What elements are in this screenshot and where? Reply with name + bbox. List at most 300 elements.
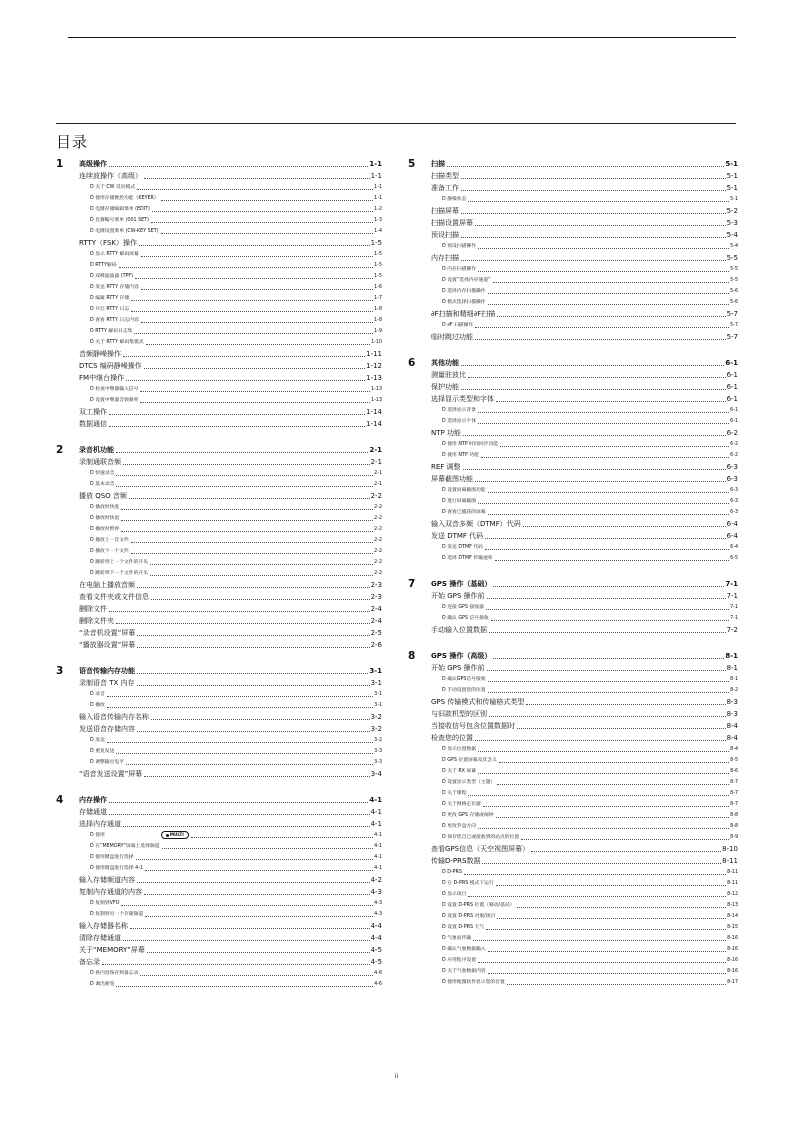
toc-entry[interactable] <box>408 732 738 744</box>
entry-title: 其他功能 <box>431 359 459 367</box>
entry-title: D RTTY解码 <box>90 263 117 268</box>
toc-subentry[interactable] <box>408 766 738 777</box>
dot-leader <box>517 727 726 729</box>
entry-title: 与旧款机型的区别 <box>431 710 487 718</box>
toc-subentry[interactable] <box>56 260 382 271</box>
toc-entry[interactable] <box>408 308 738 320</box>
entry-page: 6-4 <box>730 545 738 550</box>
dot-leader <box>495 559 730 561</box>
entry-page: 8-11 <box>727 881 738 886</box>
toc-subentry[interactable] <box>408 439 738 450</box>
toc-entry[interactable] <box>56 360 382 372</box>
entry-page: 1-10 <box>371 340 382 345</box>
toc-subentry[interactable] <box>56 830 382 841</box>
entry-title: D 更改罗盘方向 <box>442 824 477 829</box>
dot-leader <box>488 950 727 952</box>
entry-page: 3-1 <box>369 667 382 675</box>
toc-entry[interactable] <box>56 603 382 615</box>
toc-subentry[interactable] <box>56 700 382 711</box>
dot-leader <box>461 259 726 261</box>
toc-subentry[interactable] <box>56 979 382 990</box>
toc-entry[interactable] <box>408 843 738 855</box>
toc-entry[interactable] <box>408 696 738 708</box>
toc-subentry[interactable] <box>408 878 738 889</box>
entry-title: 录制语音 TX 内存 <box>79 679 135 687</box>
toc-subentry[interactable] <box>408 286 738 297</box>
entry-title: D 显示项目 <box>442 892 467 897</box>
dot-leader <box>497 917 726 919</box>
toc-subentry[interactable] <box>56 193 382 204</box>
entry-title: D D-PRS <box>442 870 462 875</box>
toc-subentry[interactable] <box>408 613 738 624</box>
toc-subentry[interactable] <box>408 320 738 331</box>
dot-leader <box>147 951 370 953</box>
toc-subentry[interactable] <box>408 685 738 696</box>
toc-entry[interactable] <box>56 768 382 780</box>
entry-page: 6-5 <box>730 556 738 561</box>
toc-subentry[interactable] <box>56 689 382 700</box>
entry-page: 8-17 <box>727 980 738 985</box>
entry-title: 语音传输内存功能 <box>79 667 135 675</box>
toc-entry[interactable] <box>56 886 382 898</box>
toc-subentry[interactable] <box>56 898 382 909</box>
toc-subentry[interactable] <box>408 799 738 810</box>
entry-title: D 使用 MULTI <box>90 830 189 841</box>
dot-leader <box>487 669 726 671</box>
chapter-heading[interactable] <box>56 665 382 677</box>
entry-page: 8-12 <box>727 892 738 897</box>
toc-entry[interactable] <box>408 393 738 405</box>
chapter-heading[interactable] <box>408 158 738 170</box>
dot-leader <box>488 972 727 974</box>
toc-subentry[interactable] <box>408 553 738 564</box>
toc-subentry[interactable] <box>56 384 382 395</box>
entry-page: 1-14 <box>366 420 382 428</box>
entry-page: 4-1 <box>374 844 382 849</box>
toc-subentry[interactable] <box>56 215 382 226</box>
toc-entry[interactable] <box>408 624 738 636</box>
chapter-5 <box>408 158 738 343</box>
toc-entry[interactable] <box>408 720 738 732</box>
toc-subentry[interactable] <box>56 841 382 852</box>
dot-leader <box>144 367 365 369</box>
entry-title: D 确认气象数据输入 <box>442 947 486 952</box>
toc-entry[interactable] <box>56 170 382 182</box>
dot-leader <box>116 985 373 987</box>
toc-entry[interactable] <box>56 944 382 956</box>
toc-subentry[interactable] <box>56 468 382 479</box>
toc-subentry[interactable] <box>408 485 738 496</box>
toc-subentry[interactable] <box>56 502 382 513</box>
toc-entry[interactable] <box>408 381 738 393</box>
toc-subentry[interactable] <box>408 275 738 286</box>
entry-title: D 设置“选择内存通道” <box>442 278 491 283</box>
toc-subentry[interactable] <box>56 968 382 979</box>
dot-leader <box>478 422 729 424</box>
dot-leader <box>461 212 726 214</box>
toc-entry[interactable] <box>56 956 382 968</box>
toc-entry[interactable] <box>408 182 738 194</box>
toc-subentry[interactable] <box>408 264 738 275</box>
toc-entry[interactable] <box>56 591 382 603</box>
toc-subentry[interactable] <box>408 602 738 613</box>
entry-title: 清除存储通道 <box>79 934 121 942</box>
dot-leader <box>461 388 726 390</box>
toc-subentry[interactable] <box>408 867 738 878</box>
entry-title: D 编辑 RTTY 存储 <box>90 296 130 301</box>
entry-page: 2-2 <box>374 505 382 510</box>
toc-subentry[interactable] <box>56 746 382 757</box>
toc-subentry[interactable] <box>56 735 382 746</box>
entry-page: 8-16 <box>727 947 738 952</box>
dot-leader <box>461 189 726 191</box>
entry-page: 2-1 <box>374 482 382 487</box>
multi-dial-key-icon: MULTI <box>161 831 189 839</box>
toc-entry[interactable] <box>408 461 738 473</box>
toc-subentry[interactable] <box>408 922 738 933</box>
toc-entry[interactable] <box>408 427 738 439</box>
toc-entry[interactable] <box>56 406 382 418</box>
entry-page: 4-6 <box>374 971 382 976</box>
entry-page: 8-7 <box>730 780 738 785</box>
toc-subentry[interactable] <box>56 757 382 768</box>
dot-leader <box>150 574 373 576</box>
dot-leader <box>526 703 725 705</box>
toc-subentry[interactable] <box>56 249 382 260</box>
toc-subentry[interactable] <box>408 977 738 988</box>
toc-entry[interactable] <box>408 229 738 241</box>
dot-leader <box>461 177 726 179</box>
toc-subentry[interactable] <box>408 297 738 308</box>
entry-title: D 播放 <box>90 703 105 708</box>
toc-entry[interactable] <box>56 639 382 651</box>
entry-page: 5-5 <box>730 267 738 272</box>
entry-page: 3-2 <box>370 725 382 733</box>
dot-leader <box>135 277 373 279</box>
dot-leader <box>478 827 729 829</box>
toc-subentry[interactable] <box>408 966 738 977</box>
toc-entry[interactable] <box>56 711 382 723</box>
dot-leader <box>123 825 370 827</box>
entry-title: D 关于课程 <box>442 791 467 796</box>
entry-page: 4-5 <box>370 946 382 954</box>
toc-entry[interactable] <box>408 473 738 485</box>
entry-title: D 比赛编号菜单 (001 SET) <box>90 218 149 223</box>
toc-entry[interactable] <box>408 331 738 343</box>
toc-subentry[interactable] <box>408 755 738 766</box>
entry-page: 3-1 <box>374 692 382 697</box>
toc-subentry[interactable] <box>56 304 382 315</box>
toc-subentry[interactable] <box>56 863 382 874</box>
entry-title: 预设扫描 <box>431 231 459 239</box>
entry-page: 5-7 <box>726 310 738 318</box>
toc-subentry[interactable] <box>56 204 382 215</box>
entry-page: 1-8 <box>374 307 382 312</box>
toc-subentry[interactable] <box>408 496 738 507</box>
toc-subentry[interactable] <box>56 524 382 535</box>
toc-entry[interactable] <box>408 205 738 217</box>
entry-title: 屏幕截图功能 <box>431 475 473 483</box>
toc-subentry[interactable] <box>56 271 382 282</box>
toc-entry[interactable] <box>408 530 738 542</box>
toc-subentry[interactable] <box>56 282 382 293</box>
entry-title: D 进行屏幕截图 <box>442 499 477 504</box>
entry-title: D 使用存储键控功能（KEYER） <box>90 196 159 201</box>
chapter-2 <box>56 444 382 651</box>
toc-subentry[interactable] <box>408 955 738 966</box>
toc-subentry[interactable] <box>56 479 382 490</box>
entry-title: D 查看 RTTY 日志内容 <box>90 318 139 323</box>
dot-leader <box>485 537 725 539</box>
dot-leader <box>461 236 726 238</box>
toc-subentry[interactable] <box>56 226 382 237</box>
toc-entry[interactable] <box>56 677 382 689</box>
toc-entry[interactable] <box>56 920 382 932</box>
dot-leader <box>141 255 373 257</box>
dot-leader <box>482 862 721 864</box>
entry-page: 4-2 <box>370 876 382 884</box>
entry-title: 临时跳过功能 <box>431 333 473 341</box>
entry-page: 5-1 <box>726 172 738 180</box>
entry-page: 2-2 <box>374 527 382 532</box>
entry-page: 1-14 <box>366 408 382 416</box>
toc-subentry[interactable] <box>408 933 738 944</box>
entry-title: 输入双音多频（DTMF）代码 <box>431 520 521 528</box>
entry-page: 5-5 <box>730 278 738 283</box>
entry-page: 6-1 <box>726 371 738 379</box>
toc-entry[interactable] <box>56 490 382 502</box>
toc-entry[interactable] <box>56 615 382 627</box>
toc-subentry[interactable] <box>56 568 382 579</box>
entry-title: “播放器设置”屏幕 <box>79 641 136 649</box>
toc-subentry[interactable] <box>408 777 738 788</box>
toc-entry[interactable] <box>56 723 382 735</box>
dot-leader <box>102 963 370 965</box>
entry-page: 4-1 <box>370 820 382 828</box>
entry-page: 2-1 <box>374 471 382 476</box>
entry-page: 8-16 <box>727 936 738 941</box>
toc-subentry[interactable] <box>408 744 738 755</box>
chapter-heading[interactable] <box>408 650 738 662</box>
dot-leader <box>129 497 370 499</box>
entry-page: 8-16 <box>727 958 738 963</box>
entry-page: 1-5 <box>374 263 382 268</box>
entry-title: 选择显示类型和字体 <box>431 395 494 403</box>
entry-title: D 播放时快退 <box>90 516 120 521</box>
chapter-heading[interactable] <box>56 444 382 456</box>
dot-leader <box>140 401 370 403</box>
toc-subentry[interactable] <box>56 546 382 557</box>
toc-entry[interactable] <box>408 590 738 602</box>
toc-entry[interactable] <box>56 932 382 944</box>
entry-title: D 电键存储编辑菜单 (EDIT) <box>90 207 150 212</box>
entry-title: D 保存您自己或接收到的站点的位置 <box>442 835 520 840</box>
toc-entry[interactable] <box>408 518 738 530</box>
toc-entry[interactable] <box>56 348 382 360</box>
entry-title: 删除文件 <box>79 605 107 613</box>
entry-page: 2-1 <box>369 446 382 454</box>
dot-leader <box>517 906 727 908</box>
toc-subentry[interactable] <box>408 911 738 922</box>
entry-title: REF 调整 <box>431 463 461 471</box>
toc-entry[interactable] <box>408 369 738 381</box>
dot-leader <box>140 974 373 976</box>
entry-page: 3-3 <box>374 760 382 765</box>
chapter-heading[interactable] <box>408 578 738 590</box>
entry-page: 8-9 <box>730 835 738 840</box>
entry-page: 5-2 <box>726 207 738 215</box>
entry-title: DTCS 编码静噪操作 <box>79 362 142 370</box>
entry-page: 7-2 <box>726 626 738 634</box>
entry-title: D 播放时暂停 <box>90 527 120 532</box>
toc-entry[interactable] <box>56 806 382 818</box>
dot-leader <box>109 165 368 167</box>
toc-subentry[interactable] <box>408 944 738 955</box>
dot-leader <box>497 783 729 785</box>
toc-subentry[interactable] <box>408 832 738 843</box>
toc-subentry[interactable] <box>56 909 382 920</box>
entry-page: 6-3 <box>730 510 738 515</box>
toc-entry[interactable] <box>56 418 382 430</box>
toc-entry[interactable] <box>408 708 738 720</box>
toc-entry[interactable] <box>56 456 382 468</box>
entry-title: D 应用程序设置 <box>442 958 477 963</box>
entry-title: D 设置 D-PRS 天气 <box>442 925 485 930</box>
dot-leader <box>488 491 730 493</box>
dot-leader <box>116 451 368 453</box>
entry-page: 1-13 <box>371 398 382 403</box>
entry-title: 存储通道 <box>79 808 107 816</box>
toc-entry[interactable] <box>56 372 382 384</box>
entry-title: 播放 QSO 音频 <box>79 492 127 500</box>
dot-leader <box>475 739 726 741</box>
dot-leader <box>109 610 370 612</box>
entry-title: D 复制到另一个存储频道 <box>90 912 144 917</box>
entry-page: 4-1 <box>370 808 382 816</box>
dot-leader <box>107 741 373 743</box>
entry-title: D 检查中继器输入信号 <box>90 387 139 392</box>
toc-subentry[interactable] <box>56 395 382 406</box>
dot-leader <box>130 927 370 929</box>
toc-entry[interactable] <box>56 237 382 249</box>
toc-subentry[interactable] <box>56 557 382 568</box>
toc-subentry[interactable] <box>408 889 738 900</box>
toc-subentry[interactable] <box>408 405 738 416</box>
toc-subentry[interactable] <box>56 852 382 863</box>
toc-subentry[interactable] <box>56 315 382 326</box>
toc-entry[interactable] <box>408 252 738 264</box>
chapter-heading[interactable] <box>56 158 382 170</box>
entry-page: 7-1 <box>725 580 738 588</box>
toc-entry[interactable] <box>56 627 382 639</box>
toc-entry[interactable] <box>408 662 738 674</box>
entry-title: 查看文件夹或文件信息 <box>79 593 149 601</box>
dot-leader <box>489 715 726 717</box>
toc-subentry[interactable] <box>56 182 382 193</box>
toc-entry[interactable] <box>408 170 738 182</box>
dot-leader <box>478 772 729 774</box>
entry-page: 8-7 <box>730 802 738 807</box>
dot-leader <box>109 413 365 415</box>
dot-leader <box>493 657 724 659</box>
dot-leader <box>523 525 726 527</box>
dot-leader <box>486 928 726 930</box>
toc-subentry[interactable] <box>408 810 738 821</box>
dot-leader <box>107 706 373 708</box>
toc-subentry[interactable] <box>408 416 738 427</box>
entry-page: 6-1 <box>726 395 738 403</box>
toc-subentry[interactable] <box>408 821 738 832</box>
toc-entry[interactable] <box>56 579 382 591</box>
entry-page: 4-4 <box>370 934 382 942</box>
entry-title: D 复制到VFO <box>90 901 120 906</box>
entry-title: 输入存储器名称 <box>79 922 128 930</box>
toc-subentry[interactable] <box>56 535 382 546</box>
chapter-heading[interactable] <box>56 794 382 806</box>
entry-page: 6-1 <box>726 383 738 391</box>
entry-page: 5-7 <box>730 323 738 328</box>
entry-page: 2-4 <box>370 617 382 625</box>
entry-page: 2-2 <box>374 571 382 576</box>
entry-title: D 播放时快进 <box>90 505 120 510</box>
toc-subentry[interactable] <box>56 293 382 304</box>
toc-entry[interactable] <box>408 217 738 229</box>
toc-subentry[interactable] <box>408 507 738 518</box>
dot-leader <box>496 400 726 402</box>
dot-leader <box>488 292 730 294</box>
dot-leader <box>144 775 369 777</box>
entry-title: D 快速录音 <box>90 471 115 476</box>
dot-leader <box>137 672 368 674</box>
toc-entry[interactable] <box>408 855 738 867</box>
entry-title: 高级操作 <box>79 160 107 168</box>
toc-entry[interactable] <box>56 818 382 830</box>
toc-subentry[interactable] <box>408 674 738 685</box>
dot-leader <box>107 695 373 697</box>
dot-leader <box>468 794 729 796</box>
entry-title: 输入存储频道内容 <box>79 876 135 884</box>
entry-title: D 选择内存扫描操作 <box>442 289 486 294</box>
toc-subentry[interactable] <box>408 194 738 205</box>
entry-page: 5-4 <box>726 231 738 239</box>
entry-page: 6-2 <box>730 453 738 458</box>
toc-subentry[interactable] <box>56 337 382 348</box>
dot-leader <box>483 805 729 807</box>
dot-leader <box>109 801 368 803</box>
entry-page: 4-1 <box>374 855 382 860</box>
dot-leader <box>161 199 373 201</box>
dot-leader <box>475 326 729 328</box>
entry-page: 8-2 <box>730 688 738 693</box>
toc-subentry[interactable] <box>408 788 738 799</box>
entry-page: 1-6 <box>374 285 382 290</box>
toc-subentry[interactable] <box>408 542 738 553</box>
entry-page: 2-5 <box>370 629 382 637</box>
toc-entry[interactable] <box>56 874 382 886</box>
dot-leader <box>475 480 726 482</box>
chapter-heading[interactable] <box>408 357 738 369</box>
toc-subentry[interactable] <box>408 241 738 252</box>
chapter-number: 2 <box>56 444 64 456</box>
entry-title: 保护功能 <box>431 383 459 391</box>
toc-subentry[interactable] <box>56 326 382 337</box>
entry-page: 3-2 <box>370 713 382 721</box>
entry-title: 内存操作 <box>79 796 107 804</box>
toc-subentry[interactable] <box>408 450 738 461</box>
toc-subentry[interactable] <box>56 513 382 524</box>
entry-page: 8-4 <box>726 734 738 742</box>
toc-subentry[interactable] <box>408 900 738 911</box>
